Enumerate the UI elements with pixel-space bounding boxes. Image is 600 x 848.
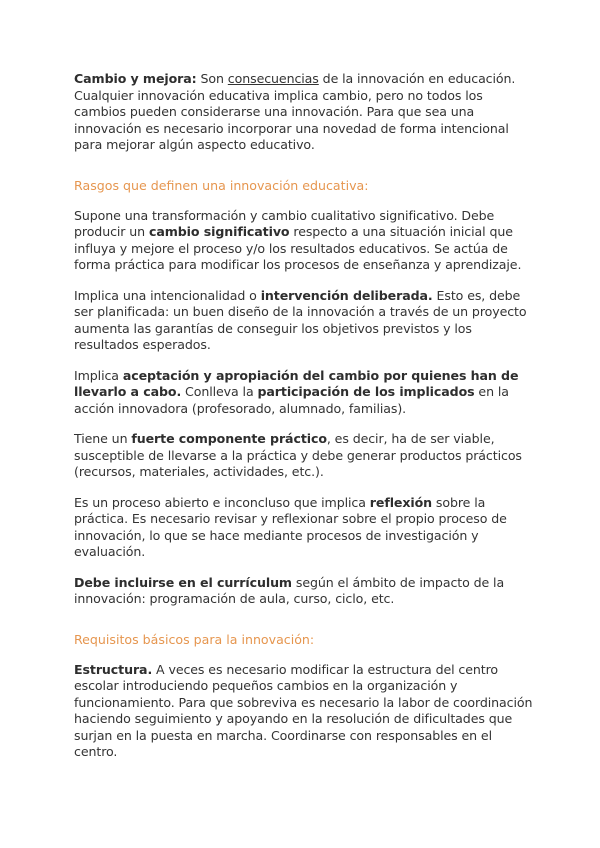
rasgos-heading: Rasgos que definen una innovación educativa: xyxy=(74,177,369,193)
rasgo-5-text-c: sobre la práctica. Es necesario revisar y reflexionar sobre el propio proceso de innovación, lo que se hace mediante procesos de investigación y evaluación. xyxy=(74,494,507,559)
rasgo-6-text-c: según el ámbito de impacto de la innovación: programación de aula, curso, ciclo, etc. xyxy=(74,574,505,606)
rasgo-4-text-c: , es decir, ha de ser viable, susceptible de llevarse a la práctica y debe generar productos prácticos (recursos, materiales, actividades, etc.). xyxy=(74,431,522,479)
rasgo-paragraph-1 xyxy=(74,208,534,274)
intro-text-2: de la innovación en educación. Cualquier innovación educativa implica cambio, pero no todos los cambios pueden considerarse una innovación. Para que sea una innovación es necesario incorporar una novedad de forma intencional para mejorar algún aspecto educativo. xyxy=(74,71,516,152)
rasgo-2-text-c: Esto es, debe ser planificada: un buen diseño de la innovación a través de un proyecto aumenta las garantías de conseguir los objetivos previstos y los resultados esperados. xyxy=(74,287,527,352)
rasgo-3-bold-2: participación de los implicados xyxy=(257,384,475,399)
rasgo-paragraph-2 xyxy=(74,288,534,354)
rasgo-paragraph-5 xyxy=(74,495,534,561)
rasgo-5-bold: reflexión xyxy=(369,494,433,510)
requisito-1-bold: Estructura. xyxy=(74,661,153,677)
rasgo-5-text-a: Es un proceso abierto e inconcluso que implica xyxy=(74,494,370,510)
rasgo-3-text-c: Conlleva la xyxy=(181,384,258,399)
rasgo-1-text-a: Supone una transformación y cambio cualitativo significativo. Debe producir un xyxy=(74,207,495,239)
rasgo-1-text-c: respecto a una situación inicial que influya y mejore el proceso y/o los resultados educativos. Se actúa de forma práctica para modificar los procesos de enseñanza y aprendizaje. xyxy=(74,224,522,272)
requisitos-heading: Requisitos básicos para la innovación: xyxy=(74,631,315,647)
rasgo-paragraph-4 xyxy=(74,431,534,481)
rasgo-3-bold-1: aceptación y apropiación del cambio por quienes han de llevarlo a cabo. xyxy=(74,367,519,399)
rasgo-1-bold: cambio significativo xyxy=(148,224,290,239)
rasgo-paragraph-3 xyxy=(74,368,534,418)
rasgo-6-bold: Debe incluirse en el currículum xyxy=(74,574,292,590)
consecuencias-link[interactable]: consecuencias xyxy=(227,71,319,86)
rasgo-3-text-a: Implica xyxy=(74,367,123,383)
rasgo-paragraph-6 xyxy=(74,575,534,608)
rasgo-4-bold: fuerte componente práctico xyxy=(131,431,327,446)
intro-text-1: Son xyxy=(196,71,228,86)
rasgo-2-text-a: Implica una intencionalidad o xyxy=(74,287,261,303)
requisito-1-text: A veces es necesario modificar la estructura del centro escolar introduciendo pequeños cambios en la organización y funcionamiento. Para que sobreviva es necesario la labor de coordinación haciendo seguimiento y apoyando en la resolución de dificultades que surjan en la puesta en marcha. Coordinarse con responsables en el centro. xyxy=(74,661,533,759)
intro-paragraph xyxy=(74,71,534,154)
requisito-paragraph-1 xyxy=(74,662,534,761)
rasgo-2-bold: intervención deliberada. xyxy=(260,287,433,303)
rasgo-3-text-e: en la acción innovadora (profesorado, alumnado, familias). xyxy=(74,384,509,416)
intro-label: Cambio y mejora: xyxy=(74,71,197,86)
rasgo-4-text-a: Tiene un xyxy=(74,431,132,446)
document-body xyxy=(74,71,534,761)
